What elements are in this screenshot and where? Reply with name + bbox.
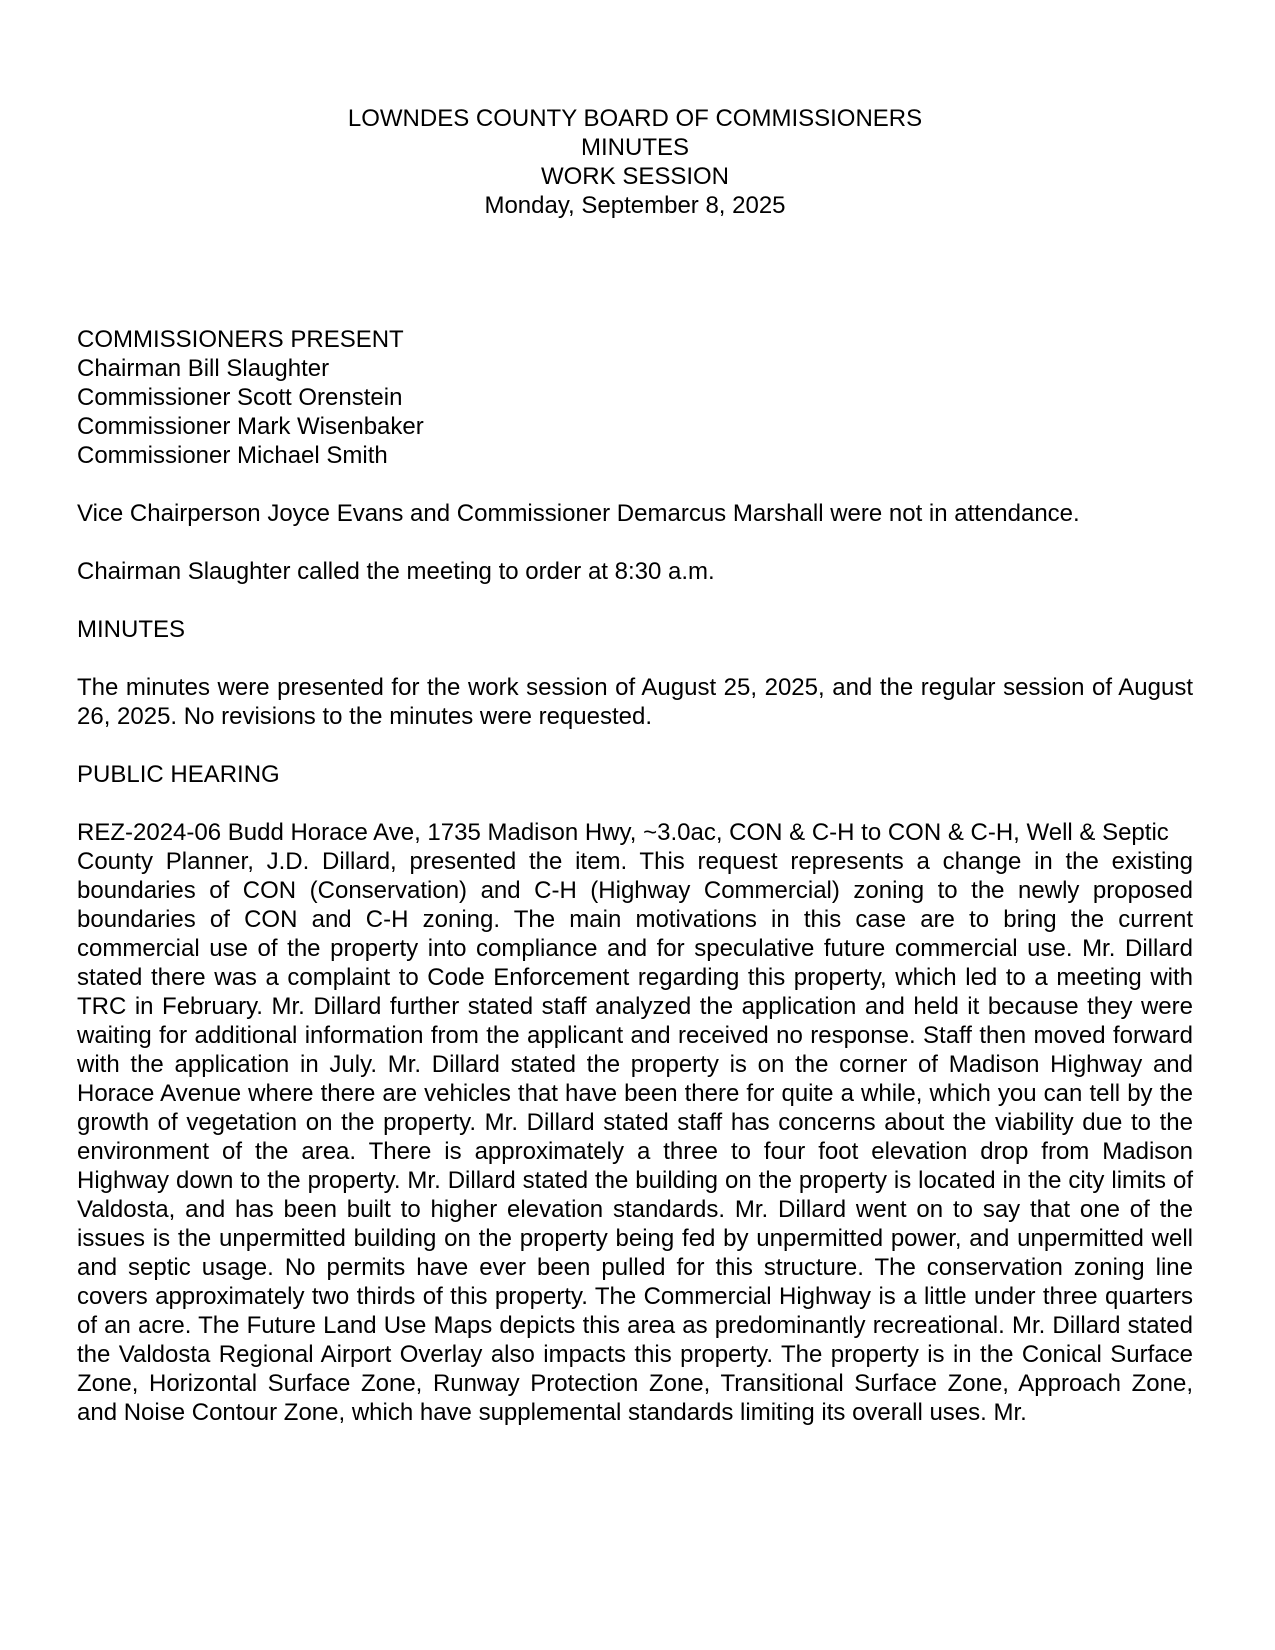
spacer (77, 220, 1193, 325)
call-to-order-note: Chairman Slaughter called the meeting to order at 8:30 a.m. (77, 558, 715, 585)
spacer (77, 644, 1193, 673)
commissioners-present-block (77, 325, 1193, 470)
header-session-date: Monday, September 8, 2025 (484, 192, 786, 219)
spacer (77, 470, 1193, 499)
public-hearing-heading: PUBLIC HEARING (77, 761, 280, 788)
spacer (77, 731, 1193, 760)
spacer (77, 586, 1193, 615)
rezoning-item-body: County Planner, J.D. Dillard, presented the item. This request represents a change in the existing boundaries of CON (Conservation) and C-H (Highway Commercial) zoning to the newly proposed boundaries of CON and C-H zoning. The main motivations in this case are to bring the current commercial use of the property into compliance and for speculative future commercial use. Mr. Dillard stated there was a complaint to Code Enforcement regarding this property, which led to a meeting with TRC in February. Mr. Dillard further stated staff analyzed the application and held it because they were waiting for additional information from the applicant and received no response. Staff then moved forward with the application in July. Mr. Dillard stated the property is on the corner of Madison Highway and Horace Avenue where there are vehicles that have been there for quite a while, which you can tell by the growth of vegetation on the property. Mr. Dillard stated staff has concerns about the viability due to the environment of the area. There is approximately a three to four foot elevation drop from Madison Highway down to the property. Mr. Dillard stated the building on the property is located in the city limits of Valdosta, and has been built to higher elevation standards. Mr. Dillard went on to say that one of the issues is the unpermitted building on the property being fed by unpermitted power, and unpermitted well and septic usage. No permits have ever been pulled for this structure. The conservation zoning line covers approximately two thirds of this property. The Commercial Highway is a little under three quarters of an acre. The Future Land Use Maps depicts this area as predominantly recreational. Mr. Dillard stated the Valdosta Regional Airport Overlay also impacts this property. The property is in the Conical Surface Zone, Horizontal Surface Zone, Runway Protection Zone, Transitional Surface Zone, Approach Zone, and Noise Contour Zone, which have supplemental standards limiting its overall uses. Mr. (77, 848, 1193, 1426)
minutes-section-paragraph: The minutes were presented for the work session of August 25, 2025, and the regular session of August 26, 2025. No revisions to the minutes were requested. (77, 674, 1193, 730)
header-org-title: LOWNDES COUNTY BOARD OF COMMISSIONERS (347, 105, 923, 132)
commissioner-name-wisenbaker: Commissioner Mark Wisenbaker (77, 413, 424, 440)
commissioner-name-smith: Commissioner Michael Smith (77, 442, 388, 469)
commissioner-name-slaughter: Chairman Bill Slaughter (77, 355, 330, 382)
commissioners-present-heading: COMMISSIONERS PRESENT (77, 326, 404, 353)
absent-note: Vice Chairperson Joyce Evans and Commissioner Demarcus Marshall were not in attendance. (77, 500, 1080, 527)
spacer (77, 528, 1193, 557)
header-doc-type: MINUTES (581, 134, 689, 161)
document-header (77, 104, 1193, 220)
commissioner-name-orenstein: Commissioner Scott Orenstein (77, 384, 403, 411)
spacer (77, 789, 1193, 818)
minutes-section-heading: MINUTES (77, 616, 185, 643)
header-session-type: WORK SESSION (540, 163, 730, 190)
rezoning-item-title: REZ-2024-06 Budd Horace Ave, 1735 Madison Hwy, ~3.0ac, CON & C-H to CON & C-H, Well & Septic (77, 819, 1169, 846)
